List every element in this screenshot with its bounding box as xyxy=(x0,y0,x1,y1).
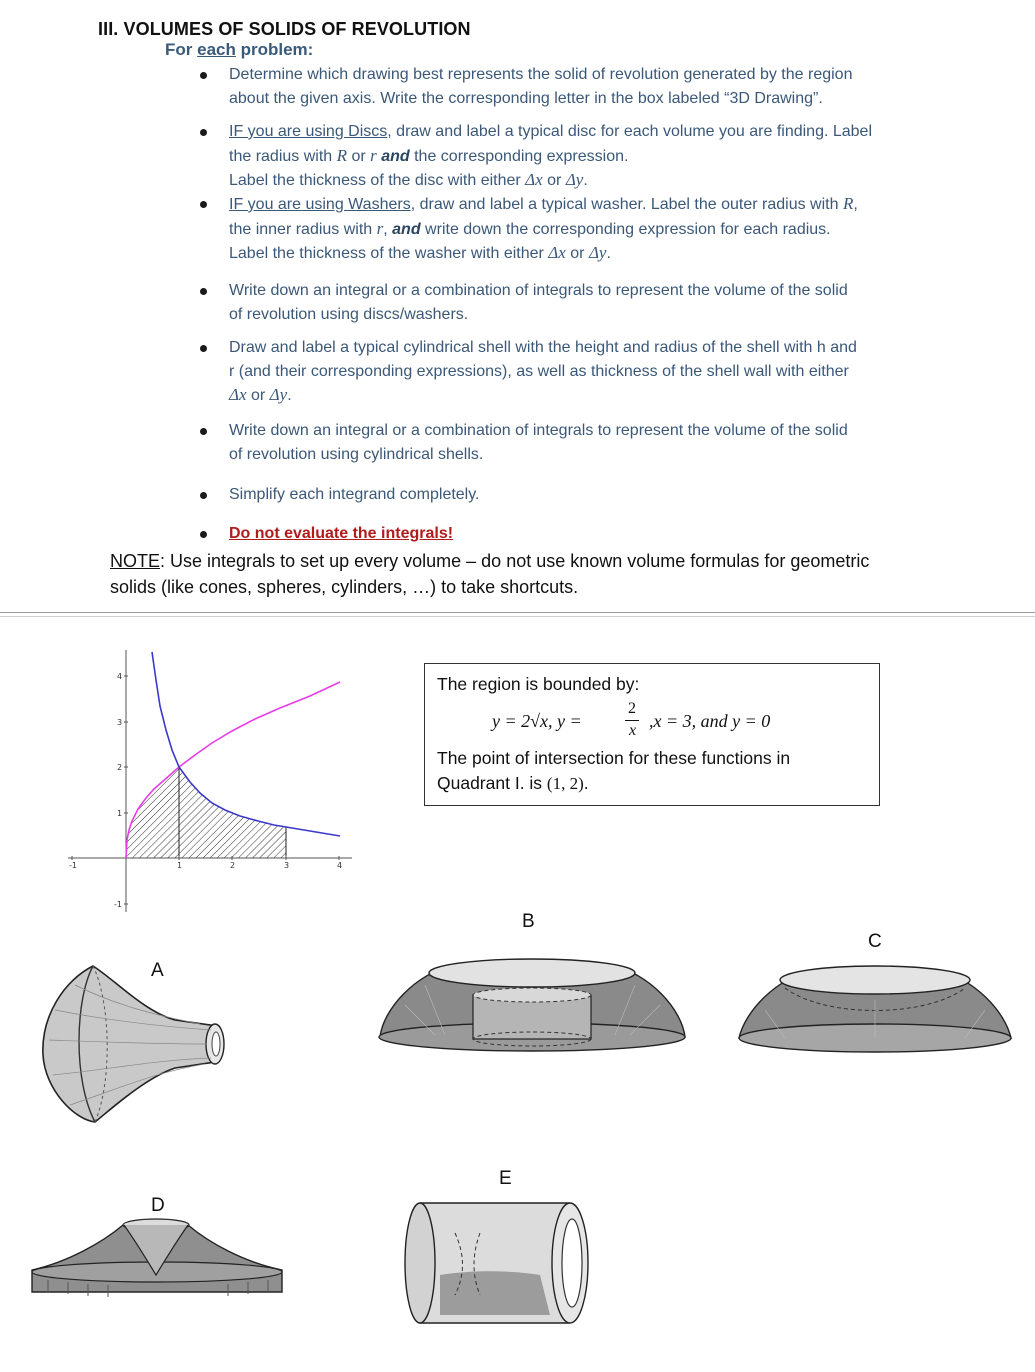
x-tick-label: -1 xyxy=(69,861,77,870)
bullet-simplify xyxy=(200,483,960,507)
x-tick-label: 1 xyxy=(177,861,183,870)
math-delta-y: Δy xyxy=(588,243,607,262)
bullet-dot xyxy=(200,492,207,499)
region-box-text: Quadrant I. is xyxy=(437,773,547,793)
bullet-text: Draw and label a typical cylindrical shell with the height and radius of the shell with h and xyxy=(229,339,857,356)
x-tick-label: 3 xyxy=(284,861,290,870)
bullet-text: Label the thickness of the disc with either xyxy=(229,172,526,189)
solid-label-a: A xyxy=(151,960,164,981)
emphasis-and: and xyxy=(392,220,421,238)
region-box-text: The point of intersection for these functions in xyxy=(437,748,791,768)
y-tick-label: 3 xyxy=(117,718,123,727)
bullet-text: of revolution using cylindrical shells. xyxy=(229,445,484,463)
washers-link[interactable]: IF you are using Washers xyxy=(229,196,411,213)
math-r: r xyxy=(370,145,377,165)
x-tick-label: 2 xyxy=(230,861,236,870)
subtitle-underlined: each xyxy=(197,40,236,59)
bullet-text: the corresponding expression. xyxy=(409,147,629,165)
bullet-do-not-evaluate xyxy=(200,522,960,546)
bullet-text: the inner radius with xyxy=(229,220,377,238)
math-delta-y: Δy xyxy=(565,170,584,189)
subtitle xyxy=(165,40,313,60)
emphasis-and: and xyxy=(381,147,410,165)
bullet-text: , xyxy=(383,220,393,238)
intersection-point: (1, 2) xyxy=(546,774,584,793)
bullet-text: Determine which drawing best represents the solid of revolution generated by the region xyxy=(229,66,853,83)
region-box-heading: The region is bounded by: xyxy=(437,674,640,694)
solid-d-drawing xyxy=(28,1200,288,1310)
equation-part: y = 2√x, y = xyxy=(492,711,582,731)
bullet-text: Simplify each integrand completely. xyxy=(229,486,480,503)
bullet-dot xyxy=(200,72,207,79)
bullet-text: Label the thickness of the washer with either xyxy=(229,245,549,262)
bullet-determine-drawing xyxy=(200,63,960,110)
solid-label-c: C xyxy=(868,931,882,952)
bullet-dot xyxy=(200,129,207,136)
bullet-text: r (and their corresponding expressions), as well as thickness of the shell wall with either xyxy=(229,362,849,380)
x-tick-label: 4 xyxy=(337,861,343,870)
fraction-numerator: 2 xyxy=(628,700,636,717)
bullet-text: or xyxy=(565,245,589,262)
fraction-denominator: x xyxy=(629,722,637,739)
bullet-text: or xyxy=(542,172,566,189)
bullet-dot xyxy=(200,345,207,352)
equation-part: ,x = 3, and y = 0 xyxy=(649,711,771,731)
bullet-dot xyxy=(200,531,207,538)
bullet-text: Write down an integral or a combination of integrals to represent the volume of the solid xyxy=(229,282,848,299)
bullet-integral-discs xyxy=(200,279,960,326)
note-text: : Use integrals to set up every volume – do not use known volume formulas for geometric xyxy=(160,551,870,571)
math-delta-x: Δx xyxy=(548,243,566,262)
note xyxy=(110,548,970,600)
y-tick-label: -1 xyxy=(114,900,122,909)
bullet-dot xyxy=(200,201,207,208)
y-tick-label: 4 xyxy=(117,672,123,681)
math-r: r xyxy=(376,218,384,238)
divider xyxy=(0,616,1035,617)
page-title: III. VOLUMES OF SOLIDS OF REVOLUTION xyxy=(98,19,471,39)
bullet-text: about the given axis. Write the corresponding letter in the box labeled “3D Drawing”. xyxy=(229,89,823,107)
note-label: NOTE xyxy=(110,551,161,571)
fraction-bar xyxy=(625,720,639,721)
solid-e-drawing xyxy=(400,1195,595,1330)
shaded-region xyxy=(126,767,286,858)
bullet-text: or xyxy=(347,147,371,165)
bullet-text: . xyxy=(606,245,611,262)
discs-link[interactable]: IF you are using Discs xyxy=(229,123,388,140)
solid-label-b: B xyxy=(522,911,535,932)
bullet-discs xyxy=(200,120,960,193)
bullet-integral-shells xyxy=(200,419,960,466)
bullet-text: Write down an integral or a combination of integrals to represent the volume of the solid xyxy=(229,422,848,439)
bullet-washers xyxy=(200,192,960,266)
bullet-text: the radius with xyxy=(229,147,337,165)
region-graph xyxy=(60,640,360,920)
region-box-text: . xyxy=(583,773,589,793)
math-delta-x: Δx xyxy=(229,385,247,404)
bullet-text: , draw and label a typical washer. Label the outer radius with xyxy=(410,196,843,213)
divider xyxy=(0,612,1035,613)
bullet-shells-draw xyxy=(200,336,960,408)
bullet-text: of revolution using discs/washers. xyxy=(229,305,469,323)
bullet-text: . xyxy=(583,172,588,189)
bullet-text: , draw and label a typical disc for each volume you are finding. Label xyxy=(387,123,873,140)
math-delta-y: Δy xyxy=(269,385,288,404)
warning-text: Do not evaluate the integrals! xyxy=(229,525,454,542)
bullet-text: , xyxy=(853,196,858,213)
solid-label-d: D xyxy=(151,1195,165,1216)
bullet-text: or xyxy=(246,387,270,404)
math-delta-x: Δx xyxy=(525,170,543,189)
y-tick-label: 2 xyxy=(117,763,123,772)
note-text: solids (like cones, spheres, cylinders, …) to take shortcuts. xyxy=(110,577,579,597)
subtitle-suffix: problem: xyxy=(235,40,314,59)
solid-a-drawing xyxy=(35,960,235,1130)
math-R: R xyxy=(336,145,347,165)
bullet-dot xyxy=(200,428,207,435)
region-description-box xyxy=(424,663,880,806)
solid-label-e: E xyxy=(499,1168,512,1189)
subtitle-prefix: For xyxy=(165,40,198,59)
bullet-text: write down the corresponding expression for each radius. xyxy=(420,220,831,238)
solid-b-drawing xyxy=(375,955,690,1055)
solid-c-drawing xyxy=(735,960,1015,1060)
math-R: R xyxy=(842,194,854,213)
y-tick-label: 1 xyxy=(117,809,123,818)
bullet-dot xyxy=(200,288,207,295)
bullet-text: . xyxy=(287,387,292,404)
